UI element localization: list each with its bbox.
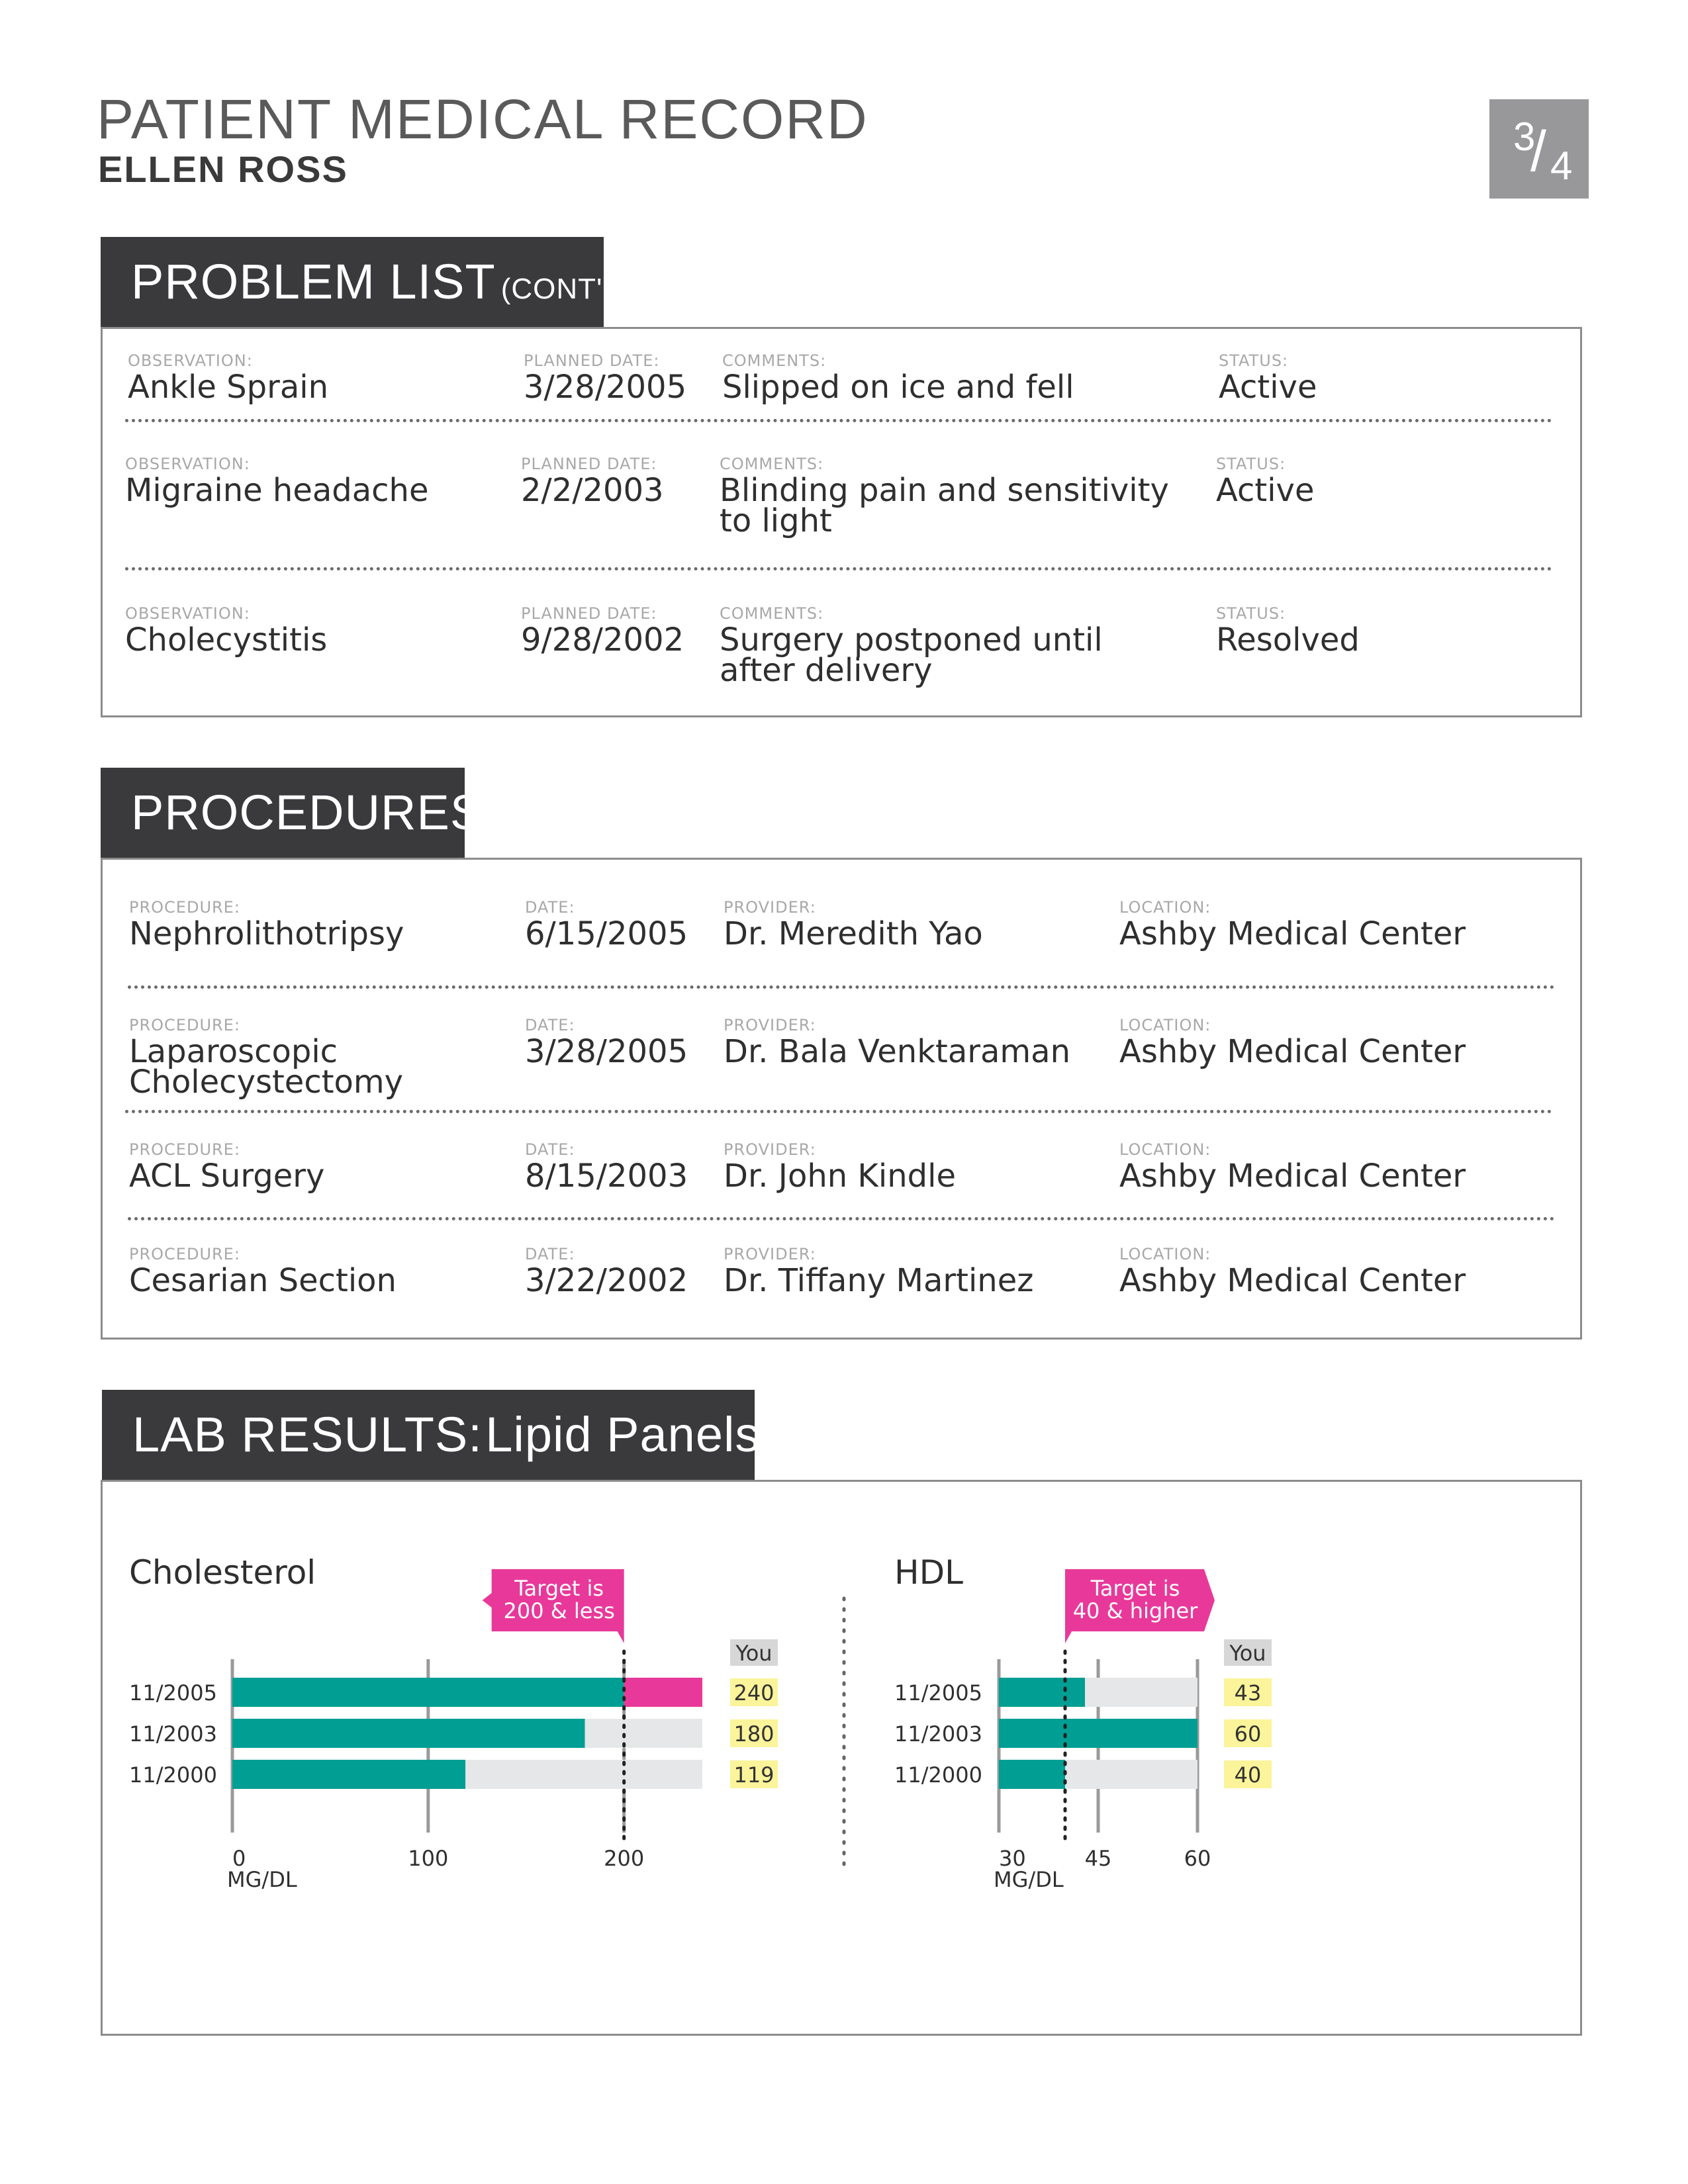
you-value: 180: [733, 1721, 774, 1747]
you-value: 240: [733, 1680, 774, 1706]
provider-label: PROVIDER:: [724, 898, 816, 917]
patient-name: ELLEN ROSS: [98, 148, 348, 190]
date-label: DATE:: [525, 1140, 575, 1159]
location-value: Ashby Medical Center: [1119, 1033, 1466, 1070]
location-value: Ashby Medical Center: [1119, 915, 1466, 952]
tick-label: 0: [232, 1846, 246, 1871]
problem-row: [103, 428, 1580, 574]
date-value: 8/15/2003: [525, 1158, 688, 1195]
target-text-line2: 200 & less: [503, 1598, 615, 1623]
planned-date-value: 3/28/2005: [524, 369, 687, 406]
procedures-panel: [101, 858, 1582, 1340]
observation-label: OBSERVATION:: [128, 351, 253, 370]
bar-value: [999, 1678, 1085, 1707]
tick-label: 200: [604, 1846, 645, 1871]
problem-list-subtitle: (CONT'D): [500, 273, 635, 305]
status-label: STATUS:: [1216, 455, 1286, 473]
provider-value: Dr. John Kindle: [724, 1158, 956, 1195]
planned-date-label: PLANNED DATE:: [521, 455, 657, 473]
provider-value: Dr. Bala Venktaraman: [724, 1033, 1070, 1070]
provider-value: Dr. Tiffany Martinez: [724, 1262, 1034, 1299]
observation-value: Cholecystitis: [125, 621, 328, 659]
date-label: DATE:: [525, 898, 575, 917]
bar-category-label: 11/2005: [894, 1680, 982, 1706]
planned-date-value: 9/28/2002: [521, 621, 684, 659]
page-total: 4: [1550, 144, 1573, 188]
lab-results-header: [102, 1390, 761, 1480]
you-value: 40: [1234, 1762, 1262, 1788]
location-label: LOCATION:: [1119, 1245, 1211, 1263]
bar-category-label: 11/2000: [129, 1762, 217, 1788]
bar-category-label: 11/2003: [129, 1721, 217, 1747]
target-text-line1: Target is: [1090, 1576, 1180, 1601]
comments-label: COMMENTS:: [722, 351, 827, 370]
tick-label: 100: [408, 1846, 449, 1871]
page-separator: /: [1530, 120, 1546, 183]
row-divider: [125, 419, 1552, 422]
procedure-value: Cesarian Section: [129, 1262, 397, 1299]
comments-value: Surgery postponed until: [720, 621, 1103, 659]
lab-charts: [103, 1482, 1580, 2034]
comments-value-line2: to light: [720, 502, 832, 539]
status-label: STATUS:: [1219, 351, 1289, 370]
you-value: 43: [1234, 1680, 1262, 1706]
planned-date-label: PLANNED DATE:: [521, 604, 657, 623]
page-indicator: [1489, 99, 1589, 199]
problem-row: [103, 577, 1580, 716]
bar-over-target: [624, 1678, 702, 1707]
document-title: PATIENT MEDICAL RECORD: [97, 88, 868, 150]
axis-unit-label: MG/DL: [227, 1867, 297, 1892]
procedure-label: PROCEDURE:: [129, 1245, 240, 1263]
tick-label: 45: [1084, 1846, 1112, 1871]
row-divider: [128, 1217, 1555, 1220]
location-value: Ashby Medical Center: [1119, 1262, 1466, 1299]
problem-list-title: PROBLEM LIST: [131, 254, 496, 309]
bar-value: [232, 1719, 585, 1748]
row-divider: [125, 567, 1552, 570]
planned-date-value: 2/2/2003: [521, 472, 664, 509]
procedure-value: Nephrolithotripsy: [129, 915, 404, 952]
procedure-label: PROCEDURE:: [129, 898, 240, 917]
observation-value: Ankle Sprain: [128, 369, 329, 406]
bar-value: [232, 1760, 465, 1789]
location-label: LOCATION:: [1119, 1016, 1211, 1034]
chart-title: HDL: [894, 1553, 963, 1592]
page-current: 3: [1513, 114, 1536, 159]
bar-category-label: 11/2000: [894, 1762, 982, 1788]
procedure-label: PROCEDURE:: [129, 1140, 240, 1159]
bar-value: [232, 1678, 624, 1707]
status-value: Resolved: [1216, 621, 1360, 659]
comments-value-line2: after delivery: [720, 652, 933, 689]
comments-label: COMMENTS:: [720, 455, 824, 473]
axis-unit-label: MG/DL: [994, 1867, 1064, 1892]
bar-category-label: 11/2003: [894, 1721, 982, 1747]
provider-value: Dr. Meredith Yao: [724, 915, 983, 952]
comments-label: COMMENTS:: [720, 604, 824, 623]
problem-row: [103, 329, 1580, 428]
procedure-value-line2: Cholecystectomy: [129, 1064, 404, 1101]
procedures-title: PROCEDURES: [131, 785, 484, 840]
target-text-line1: Target is: [514, 1576, 604, 1601]
problem-list-header: [101, 237, 635, 327]
you-header: You: [735, 1641, 773, 1666]
procedure-value: ACL Surgery: [129, 1158, 325, 1195]
row-divider: [125, 1110, 1552, 1113]
status-value: Active: [1219, 369, 1317, 406]
lab-results-panel: [101, 1480, 1582, 2036]
procedures-header: [101, 768, 484, 858]
observation-label: OBSERVATION:: [125, 455, 250, 473]
procedure-value: Laparoscopic: [129, 1033, 338, 1070]
procedure-label: PROCEDURE:: [129, 1016, 240, 1034]
lab-results-subtitle: Lipid Panels: [485, 1407, 761, 1462]
provider-label: PROVIDER:: [724, 1245, 816, 1263]
observation-value: Migraine headache: [125, 472, 429, 509]
bar-value: [999, 1719, 1197, 1748]
lab-results-title: LAB RESULTS:: [132, 1407, 483, 1462]
you-value: 119: [733, 1762, 774, 1788]
date-value: 6/15/2005: [525, 915, 688, 952]
location-value: Ashby Medical Center: [1119, 1158, 1466, 1195]
you-header: You: [1229, 1641, 1266, 1666]
provider-label: PROVIDER:: [724, 1140, 816, 1159]
provider-label: PROVIDER:: [724, 1016, 816, 1034]
comments-value: Slipped on ice and fell: [722, 369, 1074, 406]
comments-value: Blinding pain and sensitivity: [720, 472, 1169, 509]
chart-title: Cholesterol: [129, 1553, 316, 1592]
bar-category-label: 11/2005: [129, 1680, 217, 1706]
date-value: 3/28/2005: [525, 1033, 688, 1070]
problem-list-panel: [101, 327, 1582, 717]
date-label: DATE:: [525, 1016, 575, 1034]
you-value: 60: [1234, 1721, 1262, 1747]
location-label: LOCATION:: [1119, 898, 1211, 917]
observation-label: OBSERVATION:: [125, 604, 250, 623]
bar-value: [999, 1760, 1065, 1789]
target-text-line2: 40 & higher: [1072, 1598, 1198, 1623]
date-label: DATE:: [525, 1245, 575, 1263]
planned-date-label: PLANNED DATE:: [524, 351, 660, 370]
location-label: LOCATION:: [1119, 1140, 1211, 1159]
tick-label: 30: [999, 1846, 1026, 1871]
row-divider: [128, 985, 1555, 989]
status-label: STATUS:: [1216, 604, 1286, 623]
date-value: 3/22/2002: [525, 1262, 688, 1299]
tick-label: 60: [1184, 1846, 1211, 1871]
status-value: Active: [1216, 472, 1315, 509]
